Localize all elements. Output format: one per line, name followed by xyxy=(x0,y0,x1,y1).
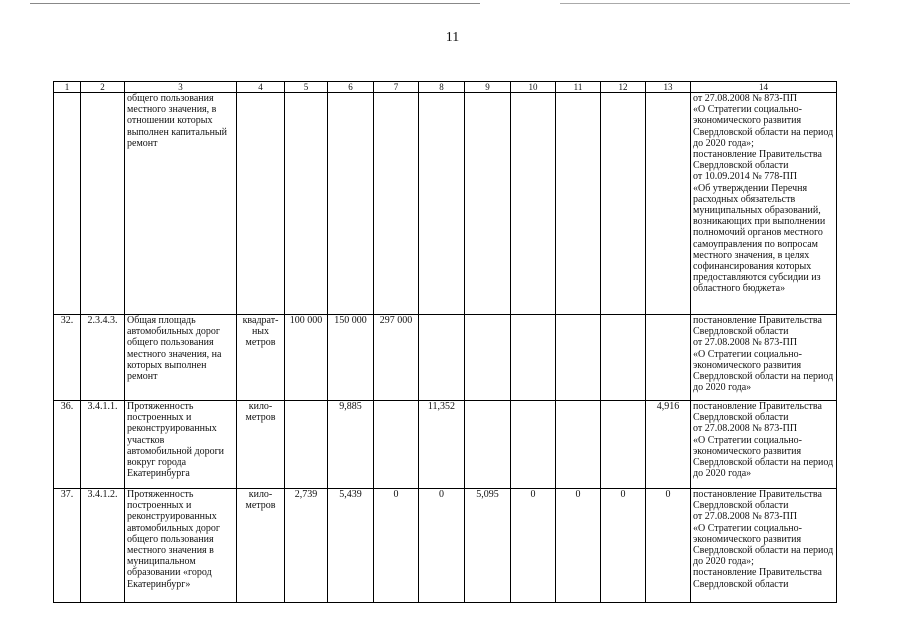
column-header: 13 xyxy=(646,82,691,93)
column-header: 5 xyxy=(285,82,328,93)
value-cell xyxy=(465,401,511,489)
value-cell xyxy=(419,93,465,315)
value-cell xyxy=(556,315,601,401)
indicators-table xyxy=(53,81,837,603)
value-cell xyxy=(556,93,601,315)
row-number-cell: 37. xyxy=(54,489,81,603)
column-header: 10 xyxy=(511,82,556,93)
value-cell xyxy=(285,401,328,489)
indicator-code-cell: 3.4.1.2. xyxy=(81,489,125,603)
scan-edge-line xyxy=(30,3,480,4)
column-header: 12 xyxy=(601,82,646,93)
column-header: 4 xyxy=(237,82,285,93)
value-cell xyxy=(601,315,646,401)
indicator-name-cell: Протяженность построенных и реконструированных участков автомобильной дороги вокруг города Екатеринбурга xyxy=(125,401,237,489)
value-cell xyxy=(646,315,691,401)
legal-basis-cell: постановление Правительства Свердловской области от 27.08.2008 № 873-ПП «О Стратегии социально- экономического развития Свердловской области на период до 2020 года» xyxy=(691,315,837,401)
table-row xyxy=(54,489,837,603)
unit-cell: квадрат- ных метров xyxy=(237,315,285,401)
value-cell xyxy=(511,401,556,489)
value-cell xyxy=(511,315,556,401)
unit-cell: кило- метров xyxy=(237,489,285,603)
column-header: 6 xyxy=(328,82,374,93)
value-cell: 4,916 xyxy=(646,401,691,489)
value-cell xyxy=(465,93,511,315)
value-cell: 0 xyxy=(556,489,601,603)
table-row xyxy=(54,401,837,489)
column-header: 2 xyxy=(81,82,125,93)
value-cell: 297 000 xyxy=(374,315,419,401)
value-cell xyxy=(511,93,556,315)
value-cell: 2,739 xyxy=(285,489,328,603)
value-cell: 11,352 xyxy=(419,401,465,489)
legal-basis-cell: постановление Правительства Свердловской области от 27.08.2008 № 873-ПП «О Стратегии социально- экономического развития Свердловской области на период до 2020 года» xyxy=(691,401,837,489)
indicator-name-cell: Общая площадь автомобильных дорог общего пользования местного значения, на которых выполнен ремонт xyxy=(125,315,237,401)
value-cell: 0 xyxy=(646,489,691,603)
value-cell: 0 xyxy=(601,489,646,603)
value-cell: 150 000 xyxy=(328,315,374,401)
column-header: 8 xyxy=(419,82,465,93)
column-header: 7 xyxy=(374,82,419,93)
column-header: 14 xyxy=(691,82,837,93)
value-cell: 100 000 xyxy=(285,315,328,401)
value-cell xyxy=(374,401,419,489)
value-cell xyxy=(646,93,691,315)
legal-basis-cell: постановление Правительства Свердловской области от 27.08.2008 № 873-ПП «О Стратегии социально- экономического развития Свердловской области на период до 2020 года»; постановление Правительства Свердловской области xyxy=(691,489,837,603)
page-number: 11 xyxy=(445,30,460,45)
value-cell xyxy=(419,315,465,401)
value-cell: 0 xyxy=(374,489,419,603)
value-cell: 9,885 xyxy=(328,401,374,489)
legal-basis-cell: от 27.08.2008 № 873-ПП «О Стратегии социально- экономического развития Свердловской области на период до 2020 года»; постановление Правительства Свердловской области от 10.09.2014 № 778-ПП «Об утверждении Перечня расходных обязательств муниципальных образований, возникающих при выполнении полномочий органов местного самоуправления по вопросам местного значения, в целях софинансирования которых предоставляются субсидии из областного бюджета» xyxy=(691,93,837,315)
indicator-code-cell xyxy=(81,93,125,315)
value-cell xyxy=(601,93,646,315)
value-cell: 5,095 xyxy=(465,489,511,603)
value-cell xyxy=(285,93,328,315)
row-number-cell: 36. xyxy=(54,401,81,489)
table-header-row xyxy=(54,82,837,93)
table-row xyxy=(54,315,837,401)
column-header: 9 xyxy=(465,82,511,93)
row-number-cell: 32. xyxy=(54,315,81,401)
row-number-cell xyxy=(54,93,81,315)
value-cell: 5,439 xyxy=(328,489,374,603)
column-header: 3 xyxy=(125,82,237,93)
column-header: 11 xyxy=(556,82,601,93)
indicator-name-cell: общего пользования местного значения, в отношении которых выполнен капитальный ремонт xyxy=(125,93,237,315)
value-cell xyxy=(556,401,601,489)
indicator-code-cell: 3.4.1.1. xyxy=(81,401,125,489)
table-row xyxy=(54,93,837,315)
indicator-code-cell: 2.3.4.3. xyxy=(81,315,125,401)
value-cell xyxy=(465,315,511,401)
column-header: 1 xyxy=(54,82,81,93)
value-cell: 0 xyxy=(511,489,556,603)
value-cell xyxy=(328,93,374,315)
value-cell: 0 xyxy=(419,489,465,603)
indicator-name-cell: Протяженность построенных и реконструированных автомобильных дорог общего пользования местного значения в муниципальном образовании «город Екатеринбург» xyxy=(125,489,237,603)
value-cell xyxy=(601,401,646,489)
unit-cell xyxy=(237,93,285,315)
value-cell xyxy=(374,93,419,315)
unit-cell: кило- метров xyxy=(237,401,285,489)
scan-edge-line xyxy=(560,3,850,4)
